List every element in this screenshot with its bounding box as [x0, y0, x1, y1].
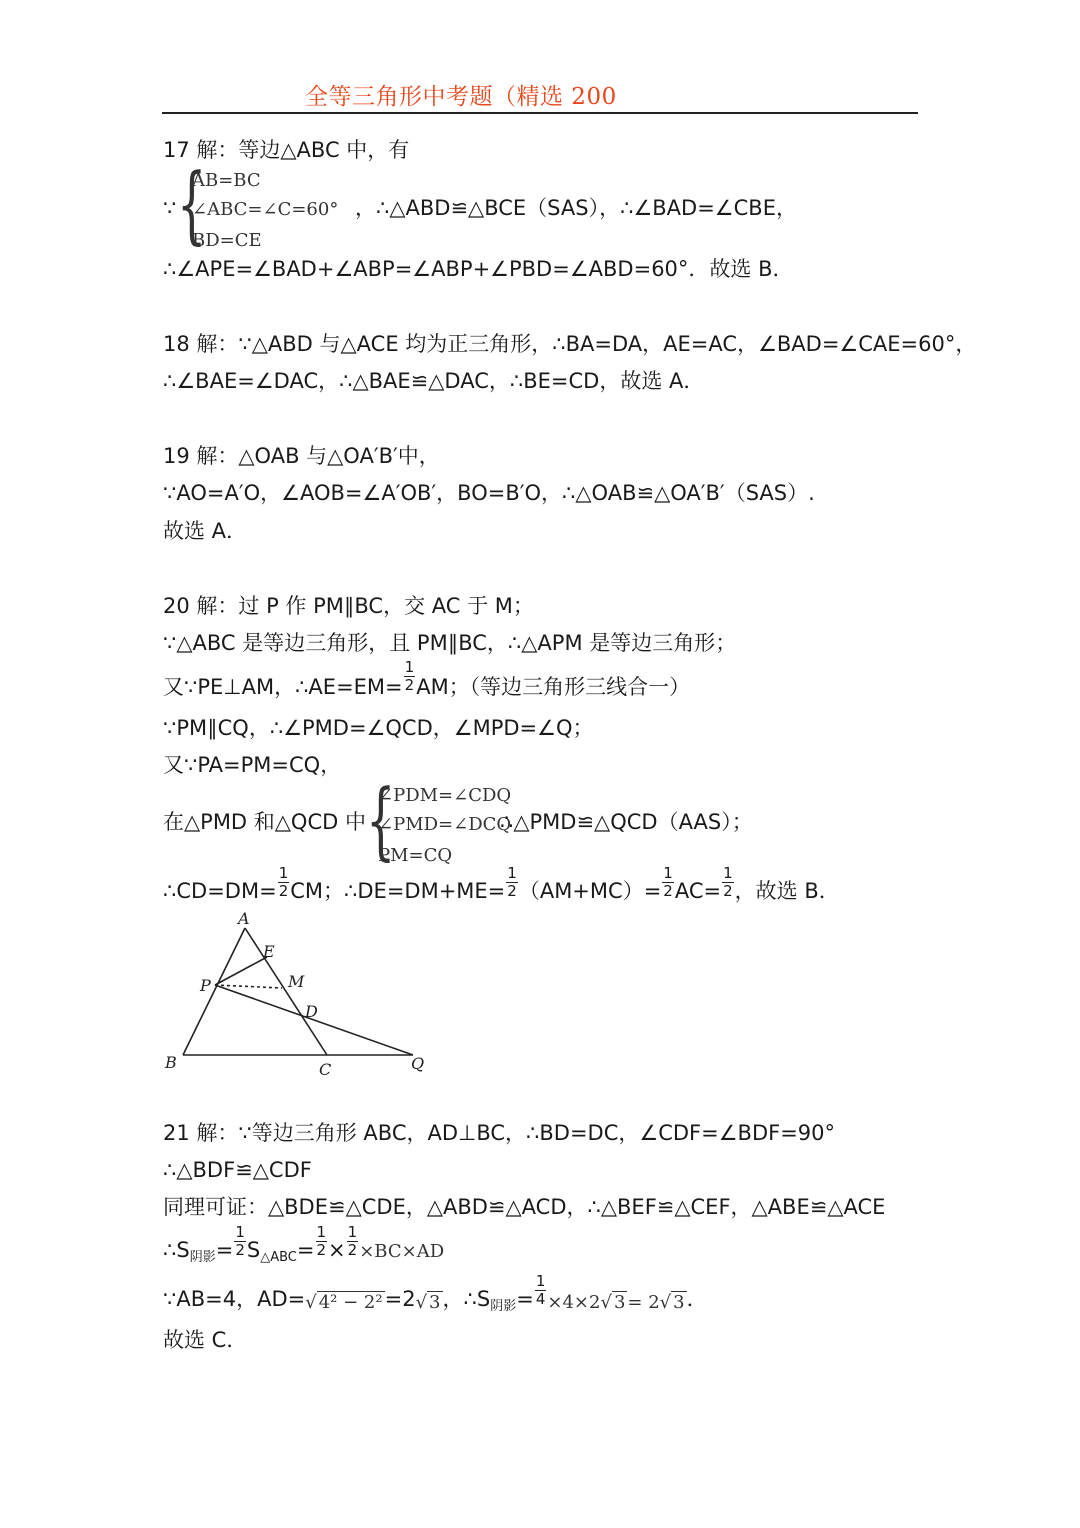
p20-line6b: ∴△PMD≌△QCD（AAS）； — [500, 810, 753, 834]
page-header-title: 全等三角形中考题（精选 200 — [305, 84, 617, 110]
p17-after: ，∴△ABD≌△BCE（SAS），∴∠BAD=∠CBE， — [355, 196, 797, 220]
p20-line4: ∵PM∥CQ，∴∠PMD=∠QCD，∠MPD=∠Q； — [163, 716, 594, 740]
p20-brace: { — [366, 771, 396, 869]
p19-line1: 19 解：△OAB 与△OA′B′中， — [163, 444, 440, 468]
segment-pe — [215, 957, 267, 985]
p21-line6: 故选 C． — [163, 1328, 248, 1352]
p21-line4: $\therefore S_{阴影}=$ $\frac{1}{2}$ $S_{\triangle ABC}=$ $\frac{1}{2}$ × $\frac{1}{2}$ ×BC×AD — [163, 1223, 445, 1265]
label-d: D — [305, 1002, 318, 1021]
p19-line3: 故选 A． — [163, 519, 248, 543]
p21-line2: ∴△BDF≌△CDF — [163, 1158, 312, 1182]
label-q: Q — [411, 1054, 425, 1073]
p18-line2: ∴∠BAE=∠DAC，∴△BAE≌△DAC，∴BE=CD，故选 A． — [163, 369, 705, 393]
p17-sys-1: AB=BC — [192, 170, 261, 191]
label-a: A — [238, 909, 250, 928]
p21-line5: ∵AB=4，AD=√ 4² − 2²=2√ 3，$\therefore S_{阴影}=$ $\frac{1}{4}$ ×4×2√ 3 = 2√ 3． — [163, 1272, 708, 1314]
p17-brace: { — [177, 155, 207, 253]
segment-pm — [215, 985, 282, 988]
p20-sys-1: ∠PDM=∠CDQ — [378, 785, 512, 806]
p17-line3: ∴∠APE=∠BAD+∠ABP=∠ABP+∠PBD=∠ABD=60°．故选 B． — [163, 257, 794, 281]
p19-line2: ∵AO=A′O，∠AOB=∠A′OB′，BO=B′O，∴△OAB≌△OA′B′（SAS）. — [163, 481, 815, 505]
triangle-figure — [155, 905, 445, 1085]
p20-line3: 又∵PE⊥AM，∴AE=EM= $\frac{1}{2}$ AM；（等边三角形三线合一） — [163, 658, 691, 699]
header-rule — [162, 112, 918, 114]
p17-since: ∵ — [163, 196, 177, 220]
p21-line1: 21 解：∵等边三角形 ABC，AD⊥BC，∴BD=DC，∠CDF=∠BDF=90° — [163, 1121, 836, 1145]
label-c: C — [319, 1060, 332, 1079]
p20-line5: 又∵PA=PM=CQ， — [163, 753, 342, 777]
p17-line1: 17 解：等边△ABC 中，有 — [163, 138, 410, 162]
p17-sys-2: ∠ABC=∠C=60° — [192, 199, 339, 220]
side-ac — [245, 928, 327, 1055]
label-b: B — [165, 1053, 177, 1072]
p20-line7: ∴CD=DM= $\frac{1}{2}$ CM；∴DE=DM+ME= $\frac{1}{2}$ （AM+MC）= $\frac{1}{2}$ AC= $\frac{1}{2}$ ，故选 B． — [163, 864, 840, 903]
p18-line1: 18 解：∵△ABD 与△ACE 均为正三角形，∴BA=DA，AE=AC，∠BAD=∠CAE=60°， — [163, 332, 977, 356]
p20-line6a: 在△PMD 和△QCD 中 — [163, 810, 366, 834]
label-m: M — [288, 972, 305, 991]
label-e: E — [263, 942, 275, 961]
p20-sys-2: ∠PMD=∠DCQ — [378, 814, 512, 835]
p20-line2: ∵△ABC 是等边三角形，且 PM∥BC，∴△APM 是等边三角形； — [163, 631, 737, 655]
p17-sys-3: BD=CE — [192, 230, 262, 251]
p20-sys-3: PM=CQ — [378, 845, 453, 866]
p20-line1: 20 解：过 P 作 PM∥BC，交 AC 于 M； — [163, 594, 534, 618]
p21-line3: 同理可证：△BDE≌△CDE，△ABD≌△ACD，∴△BEF≌△CEF，△ABE≌△ACE — [163, 1195, 886, 1219]
label-p: P — [200, 976, 211, 995]
